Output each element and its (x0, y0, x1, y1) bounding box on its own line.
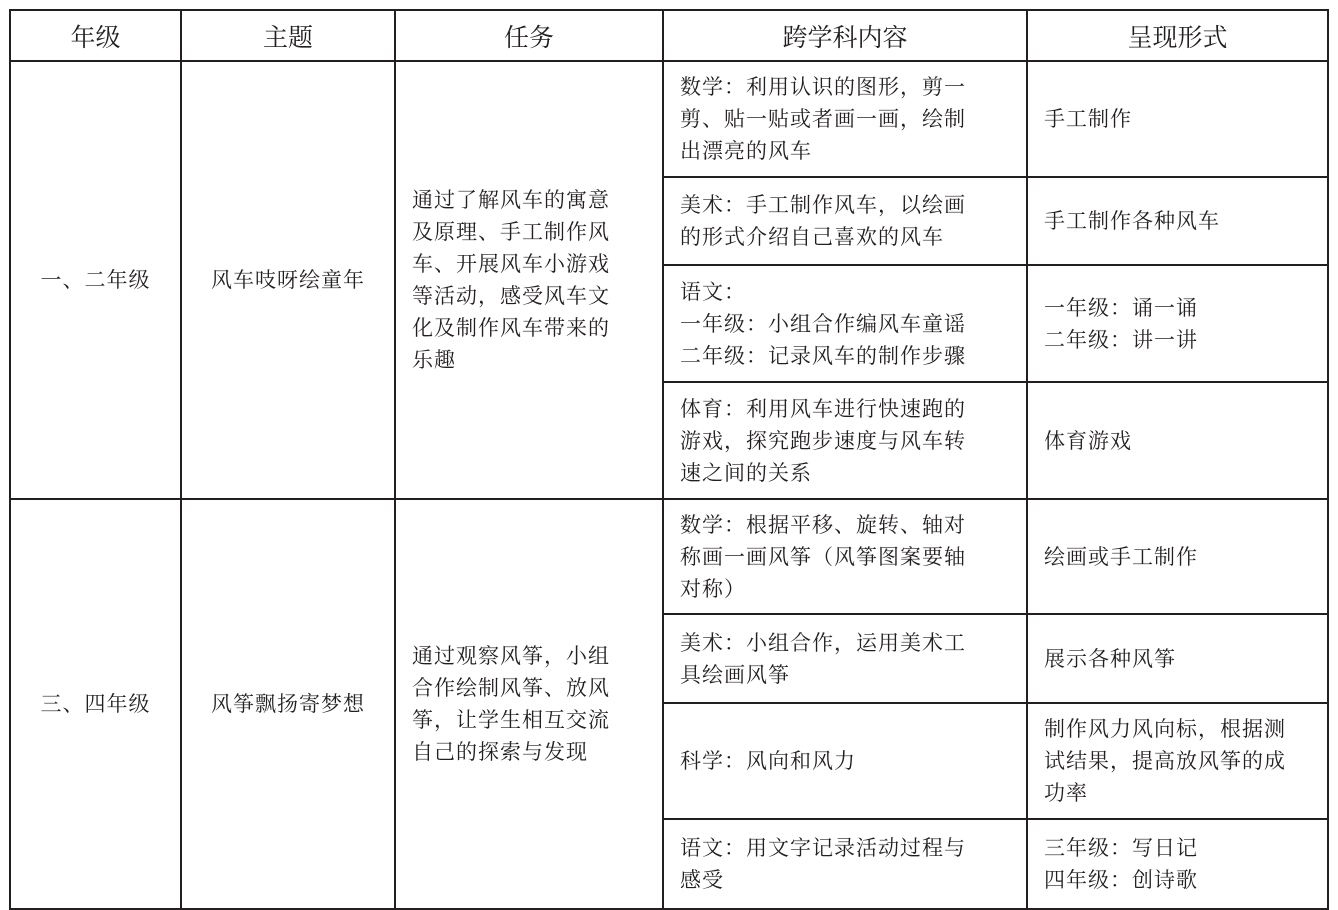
curriculum-table (9, 9, 1329, 910)
presentation-form-cell: 展示各种风筝 (1027, 614, 1328, 703)
cross-content-cell: 数学：利用认识的图形，剪一 剪、贴一贴或者画一画，绘制 出漂亮的风车 (663, 61, 1027, 177)
theme-cell: 风车吱呀绘童年 (181, 61, 395, 499)
presentation-form-cell: 手工制作 (1027, 61, 1328, 177)
header-task: 任务 (395, 10, 663, 61)
presentation-form-cell: 制作风力风向标，根据测 试结果，提高放风筝的成 功率 (1027, 703, 1328, 819)
cross-content-cell: 体育：利用风车进行快速跑的 游戏，探究跑步速度与风车转 速之间的关系 (663, 382, 1027, 499)
task-cell: 通过观察风筝，小组 合作绘制风筝、放风 筝，让学生相互交流 自己的探索与发现 (395, 499, 663, 909)
header-presentation-form: 呈现形式 (1027, 10, 1328, 61)
grade-cell: 一、二年级 (10, 61, 181, 499)
cross-content-cell: 数学：根据平移、旋转、轴对 称画一画风筝（风筝图案要轴 对称） (663, 499, 1027, 614)
presentation-form-cell: 绘画或手工制作 (1027, 499, 1328, 614)
header-grade: 年级 (10, 10, 181, 61)
grade-cell: 三、四年级 (10, 499, 181, 909)
table-row (10, 499, 1328, 614)
theme-cell: 风筝飘扬寄梦想 (181, 499, 395, 909)
presentation-form-cell: 三年级：写日记 四年级：创诗歌 (1027, 819, 1328, 909)
cross-content-cell: 美术：手工制作风车，以绘画 的形式介绍自己喜欢的风车 (663, 177, 1027, 265)
task-cell: 通过了解风车的寓意 及原理、手工制作风 车、开展风车小游戏 等活动，感受风车文 化及制作风车带来的 乐趣 (395, 61, 663, 499)
header-row (10, 10, 1328, 61)
cross-content-cell: 语文：用文字记录活动过程与 感受 (663, 819, 1027, 909)
cross-content-cell: 科学：风向和风力 (663, 703, 1027, 819)
cross-content-cell: 语文： 一年级：小组合作编风车童谣 二年级：记录风车的制作步骤 (663, 265, 1027, 382)
table-row (10, 61, 1328, 177)
cross-content-cell: 美术：小组合作，运用美术工 具绘画风筝 (663, 614, 1027, 703)
header-theme: 主题 (181, 10, 395, 61)
presentation-form-cell: 一年级：诵一诵 二年级：讲一讲 (1027, 265, 1328, 382)
presentation-form-cell: 手工制作各种风车 (1027, 177, 1328, 265)
page (9, 9, 1327, 904)
presentation-form-cell: 体育游戏 (1027, 382, 1328, 499)
header-cross-content: 跨学科内容 (663, 10, 1027, 61)
